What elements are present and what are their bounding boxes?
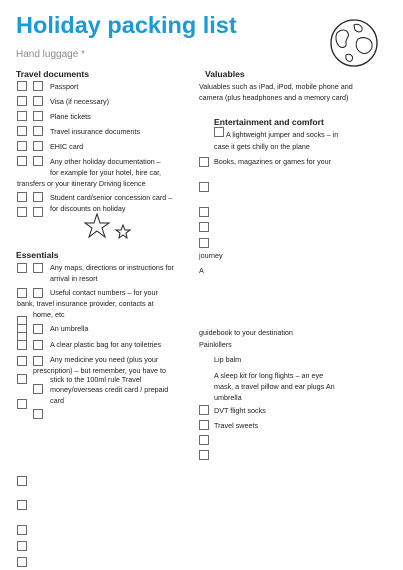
heading-travel-documents: Travel documents — [16, 69, 90, 79]
checkbox[interactable] — [33, 263, 43, 273]
item-maps: Any maps, directions or instructions for — [50, 263, 174, 272]
item-journey: journey — [199, 251, 223, 260]
checkbox[interactable] — [17, 81, 27, 91]
checkbox[interactable] — [33, 288, 43, 298]
checkbox[interactable] — [33, 81, 43, 91]
checkbox[interactable] — [33, 207, 43, 217]
checkbox[interactable] — [17, 288, 27, 298]
page-subtitle: Hand luggage * — [16, 49, 85, 60]
item-other-documentation-line: transfers or your itinerary Driving licence — [17, 179, 146, 188]
checkbox[interactable] — [17, 141, 27, 151]
checkbox[interactable] — [17, 126, 27, 136]
item-ehic-card: EHIC card — [50, 142, 84, 151]
item-other-documentation: Any other holiday documentation – — [50, 157, 161, 166]
checkbox[interactable] — [199, 157, 209, 167]
item-plastic-bag: A clear plastic bag for any toiletries — [50, 340, 162, 349]
checkbox[interactable] — [17, 207, 27, 217]
checkbox[interactable] — [33, 340, 43, 350]
checkbox[interactable] — [17, 96, 27, 106]
item-visa: Visa (if necessary) — [50, 97, 109, 106]
item-lip-balm: Lip balm — [214, 355, 242, 364]
checkbox[interactable] — [17, 263, 27, 273]
item-umbrella: An umbrella — [50, 324, 89, 333]
heading-valuables: Valuables — [205, 69, 245, 79]
item-valuables: Valuables such as iPad, iPod, mobile phone and — [199, 82, 353, 91]
checkbox[interactable] — [33, 156, 43, 166]
checkbox[interactable] — [17, 156, 27, 166]
item-dvt-socks: DVT flight socks — [214, 406, 266, 415]
checkbox[interactable] — [17, 374, 27, 384]
checkbox[interactable] — [199, 435, 209, 445]
heading-essentials: Essentials — [16, 250, 59, 260]
item-passport: Passport — [50, 82, 79, 91]
checkbox[interactable] — [17, 399, 27, 409]
item-painkillers: Painkillers — [199, 340, 232, 349]
item-travel-money-line: card — [50, 396, 64, 405]
item-a: A — [199, 266, 204, 275]
item-travel-sweets: Travel sweets — [214, 421, 259, 430]
globe-icon — [329, 18, 379, 68]
item-medicine-line: prescription) – but remember, you have to — [33, 366, 167, 375]
item-sleep-kit: A sleep kit for long flights – an eye — [214, 371, 324, 380]
checkbox[interactable] — [199, 405, 209, 415]
checkbox[interactable] — [199, 450, 209, 460]
item-contact-numbers-line: home, etc — [33, 310, 65, 319]
checkbox[interactable] — [17, 340, 27, 350]
item-travel-money: money/overseas credit card / prepaid — [50, 385, 169, 394]
checkbox[interactable] — [33, 141, 43, 151]
checkbox[interactable] — [33, 111, 43, 121]
item-insurance-documents: Travel insurance documents — [50, 127, 141, 136]
checkbox[interactable] — [199, 222, 209, 232]
item-other-documentation-line: for example for your hotel, hire car, — [50, 168, 162, 177]
item-maps-line: arrival in resort — [50, 274, 98, 283]
checkbox[interactable] — [33, 192, 43, 202]
checkbox[interactable] — [17, 111, 27, 121]
checkbox[interactable] — [199, 420, 209, 430]
heading-entertainment: Entertainment and comfort — [214, 117, 324, 127]
checkbox[interactable] — [199, 238, 209, 248]
checkbox[interactable] — [199, 182, 209, 192]
checkbox[interactable] — [17, 192, 27, 202]
item-contact-numbers: Useful contact numbers – for your — [50, 288, 158, 297]
item-student-card-line: for discounts on holiday — [50, 204, 126, 213]
checkbox[interactable] — [17, 541, 27, 551]
checkbox[interactable] — [33, 324, 43, 334]
checkbox[interactable] — [214, 127, 224, 137]
item-books: Books, magazines or games for your — [214, 157, 332, 166]
checkbox[interactable] — [17, 476, 27, 486]
item-student-card: Student card/senior concession card – — [50, 193, 173, 202]
item-medicine-line: stick to the 100ml rule Travel — [50, 375, 142, 384]
item-sleep-kit-line: mask, a travel pillow and ear plugs An — [214, 382, 335, 391]
checkbox[interactable] — [33, 126, 43, 136]
page-title: Holiday packing list — [16, 12, 237, 38]
checkbox[interactable] — [199, 207, 209, 217]
item-jumper: A lightweight jumper and socks – in — [226, 130, 339, 139]
checkbox[interactable] — [33, 96, 43, 106]
checkbox[interactable] — [17, 500, 27, 510]
item-sleep-kit-line: umbrella — [214, 393, 242, 402]
item-medicine: Any medicine you need (plus your — [50, 355, 159, 364]
checkbox[interactable] — [17, 557, 27, 567]
checkbox[interactable] — [17, 525, 27, 535]
checkbox[interactable] — [33, 409, 43, 419]
item-valuables-line: camera (plus headphones and a memory card) — [199, 93, 349, 102]
checkbox[interactable] — [33, 384, 43, 394]
stars-icon — [84, 213, 134, 241]
item-jumper-line: case it gets chilly on the plane — [214, 142, 310, 151]
item-plane-tickets: Plane tickets — [50, 112, 91, 121]
checkbox[interactable] — [17, 356, 27, 366]
item-guidebook: guidebook to your destination — [199, 328, 293, 337]
item-contact-numbers-line: bank, travel insurance provider, contacts at — [17, 299, 154, 308]
